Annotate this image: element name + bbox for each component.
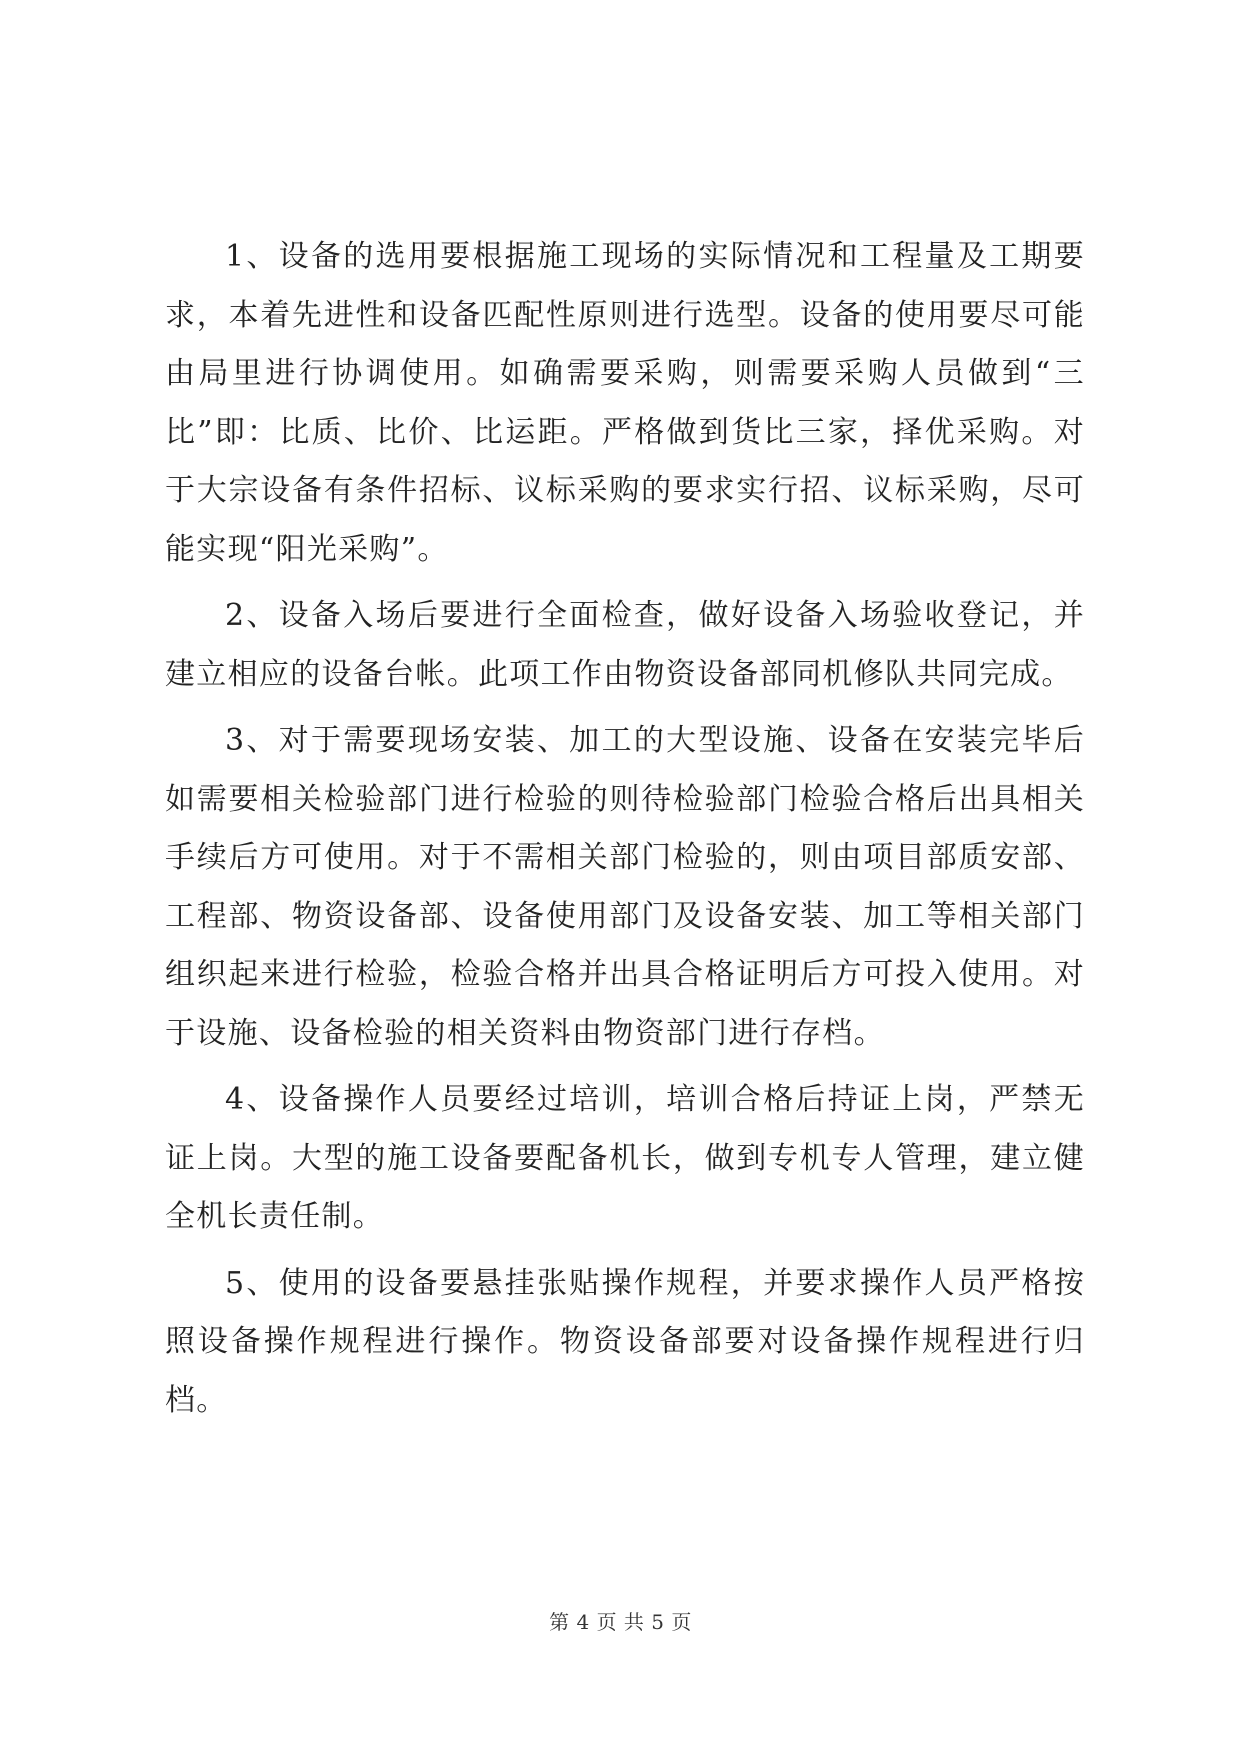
- paragraph-2: 2、设备入场后要进行全面检查，做好设备入场验收登记，并建立相应的设备台帐。此项工作由物资设备部同机修队共同完成。: [165, 598, 1085, 692]
- paragraph-4: 4、设备操作人员要经过培训，培训合格后持证上岗，严禁无证上岗。大型的施工设备要配备机长，做到专机专人管理，建立健全机长责任制。: [165, 1082, 1085, 1234]
- paragraph-1: 1、设备的选用要根据施工现场的实际情况和工程量及工期要求，本着先进性和设备匹配性原则进行选型。设备的使用要尽可能由局里进行协调使用。如确需要采购，则需要采购人员做到“三比”即：比质、比价、比运距。严格做到货比三家，择优采购。对于大宗设备有条件招标、议标采购的要求实行招、议标采购，尽可能实现“阳光采购”。: [165, 239, 1085, 567]
- paragraph-5: 5、使用的设备要悬挂张贴操作规程，并要求操作人员严格按照设备操作规程进行操作。物资设备部要对设备操作规程进行归档。: [165, 1265, 1085, 1418]
- document-body: [165, 228, 1085, 1438]
- page-number-footer: 第 4 页 共 5 页: [549, 1610, 692, 1634]
- paragraph-3: 3、对于需要现场安装、加工的大型设施、设备在安装完毕后如需要相关检验部门进行检验的则待检验部门检验合格后出具相关手续后方可使用。对于不需相关部门检验的，则由项目部质安部、工程部、物资设备部、设备使用部门及设备安装、加工等相关部门组织起来进行检验，检验合格并出具合格证明后方可投入使用。对于设施、设备检验的相关资料由物资部门进行存档。: [165, 723, 1085, 1051]
